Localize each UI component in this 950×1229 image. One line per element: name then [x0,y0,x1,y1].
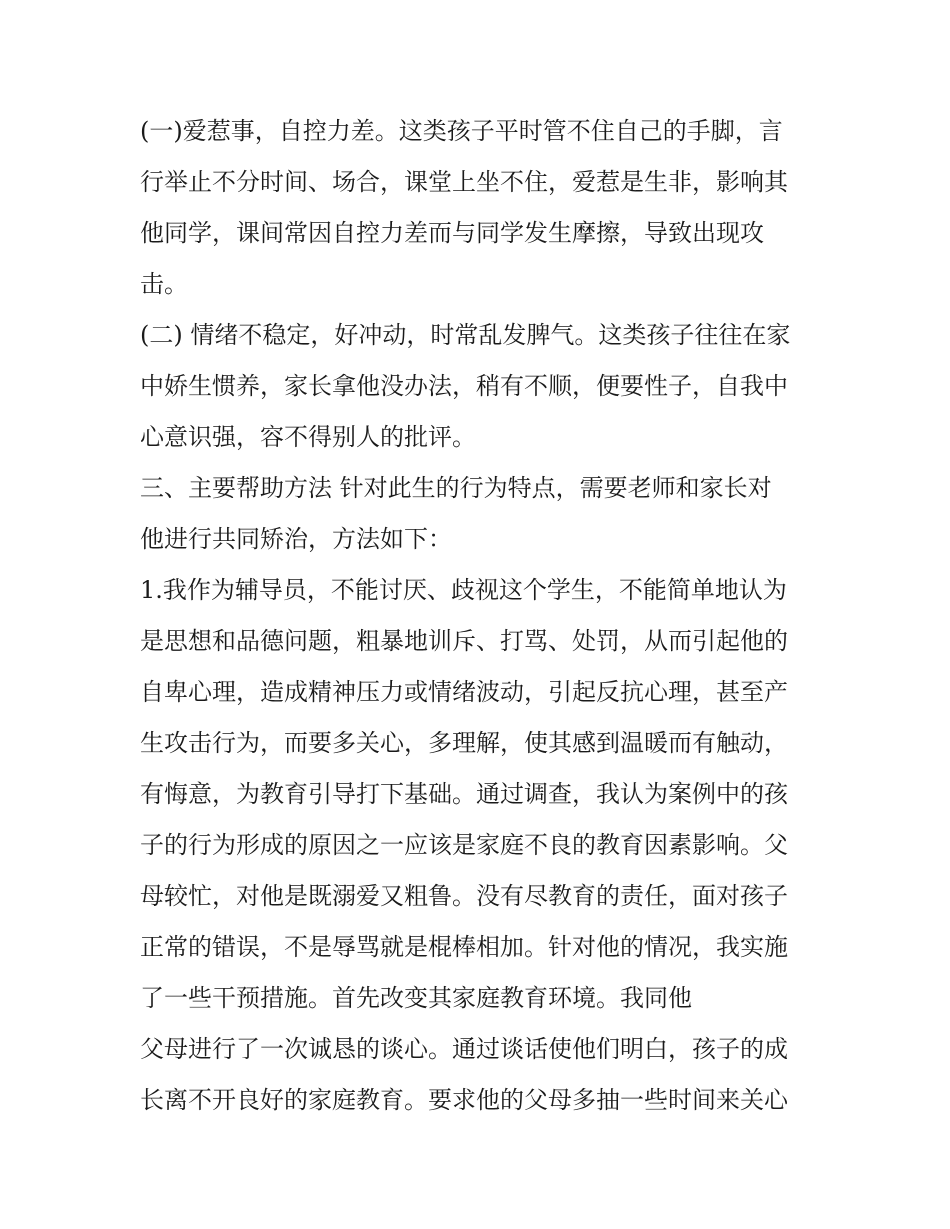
text-line: 三、主要帮助方法 针对此生的行为特点，需要老师和家长对 [140,474,772,502]
text-line: 心意识强，容不得别人的批评。 [140,423,476,451]
text-line: 长离不开良好的家庭教育。要求他的父母多抽一些时间来关心 [140,1086,788,1114]
text-line: 中娇生惯养，家长拿他没办法，稍有不顺，便要性子，自我中 [140,372,788,400]
text-line: (二) 情绪不稳定，好冲动，时常乱发脾气。这类孩子往往在家 [140,321,791,349]
text-line: 有悔意，为教育引导打下基础。通过调查，我认为案例中的孩 [140,780,788,808]
text-line: 父母进行了一次诚恳的谈心。通过谈话使他们明白，孩子的成 [140,1035,788,1063]
text-line: 他进行共同矫治，方法如下： [140,525,452,553]
text-line: 子的行为形成的原因之一应该是家庭不良的教育因素影响。父 [140,831,788,859]
text-line: 生攻击行为，而要多关心，多理解，使其感到温暖而有触动， [140,729,788,757]
text-line: 击。 [140,270,188,298]
text-line: 正常的错误，不是辱骂就是棍棒相加。针对他的情况，我实施 [140,933,788,961]
text-line: 母较忙，对他是既溺爱又粗鲁。没有尽教育的责任，面对孩子 [140,882,788,910]
text-line: 1.我作为辅导员，不能讨厌、歧视这个学生，不能简单地认为 [140,576,787,604]
body-text [140,106,830,1126]
text-line: 自卑心理，造成精神压力或情绪波动，引起反抗心理，甚至产 [140,678,788,706]
text-line: 是思想和品德问题，粗暴地训斥、打骂、处罚，从而引起他的 [140,627,788,655]
text-line: 他同学，课间常因自控力差而与同学发生摩擦，导致出现攻 [140,219,764,247]
text-line: (一)爱惹事，自控力差。这类孩子平时管不住自己的手脚，言 [140,117,783,145]
text-line: 了一些干预措施。首先改变其家庭教育环境。我同他 [140,984,692,1012]
text-line: 行举止不分时间、场合，课堂上坐不住，爱惹是生非，影响其 [140,168,788,196]
